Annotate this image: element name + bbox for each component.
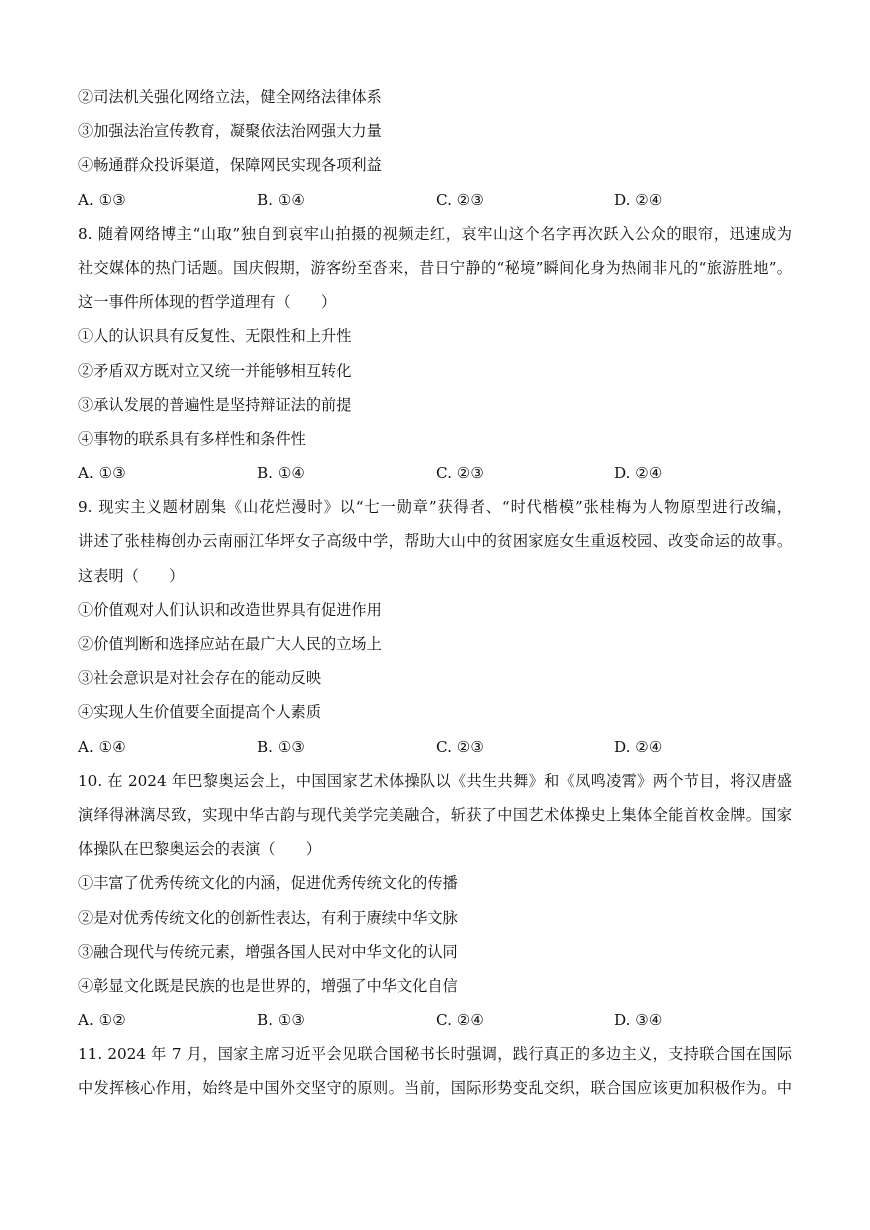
option-b: B. ①③: [257, 1011, 306, 1030]
answer-options: [78, 456, 792, 490]
option-b: B. ①④: [257, 464, 306, 483]
question-stem: 这表明（ ）: [78, 566, 185, 585]
answer-options: [78, 1003, 792, 1037]
option-d: D. ②④: [614, 190, 663, 209]
statement-3: ③融合现代与传统元素，增强各国人民对中华文化的认同: [78, 942, 458, 961]
statement-1: ①丰富了优秀传统文化的内涵，促进优秀传统文化的传播: [78, 874, 458, 893]
statement-3: ③社会意识是对社会存在的能动反映: [78, 669, 321, 688]
answer-options: [78, 730, 792, 764]
statement-2: ②司法机关强化网络立法，健全网络法律体系: [78, 88, 382, 106]
statement-4: ④实现人生价值要全面提高个人素质: [78, 703, 321, 722]
statement-1: ①价值观对人们认识和改造世界具有促进作用: [78, 600, 382, 619]
answer-options: [78, 183, 792, 217]
question-stem: 10. 在 2024 年巴黎奥运会上，中国国家艺术体操队以《共生共舞》和《凤鸣凌霄》两个节目，将汉唐盛: [78, 771, 792, 790]
question-stem: 体操队在巴黎奥运会的表演（ ）: [78, 840, 321, 859]
statement-1: ①人的认识具有反复性、无限性和上升性: [78, 327, 352, 346]
statement-2: ②价值判断和选择应站在最广大人民的立场上: [78, 635, 382, 653]
option-a: A. ①③: [78, 190, 126, 209]
option-b: B. ①③: [257, 737, 306, 756]
option-a: A. ①④: [78, 737, 126, 756]
option-c: C. ②④: [436, 1011, 484, 1030]
statement-2: ②矛盾双方既对立又统一并能够相互转化: [78, 361, 352, 380]
question-stem: 演绎得淋漓尽致，实现中华古韵与现代美学完美融合，斩获了中国艺术体操史上集体全能首枚金牌。国家: [78, 805, 792, 824]
statement-2: ②是对优秀传统文化的创新性表达，有利于赓续中华文脉: [78, 908, 458, 927]
question-stem: 11. 2024 年 7 月，国家主席习近平会见联合国秘书长时强调，践行真正的多边主义，支持联合国在国际: [78, 1045, 792, 1064]
option-c: C. ②③: [436, 190, 484, 209]
question-stem: 中发挥核心作用，始终是中国外交坚守的原则。当前，国际形势变乱交织，联合国应该更加积极作为。中: [78, 1079, 792, 1098]
option-d: D. ③④: [614, 1011, 663, 1030]
option-d: D. ②④: [614, 737, 663, 756]
option-c: C. ②③: [436, 737, 484, 756]
statement-3: ③加强法治宣传教育，凝聚依法治网强大力量: [78, 122, 382, 141]
question-stem: 8. 随着网络博主“山取”独自到哀牢山拍摄的视频走红，哀牢山这个名字再次跃入公众的眼帘，迅速成为: [78, 224, 792, 243]
option-a: A. ①③: [78, 464, 126, 483]
statement-4: ④彰显文化既是民族的也是世界的，增强了中华文化自信: [78, 976, 458, 995]
question-stem: 这一事件所体现的哲学道理有（ ）: [78, 293, 337, 312]
statement-4: ④畅通群众投诉渠道，保障网民实现各项利益: [78, 156, 382, 175]
option-a: A. ①②: [78, 1011, 126, 1030]
document-page: [78, 80, 792, 1106]
question-stem: 讲述了张桂梅创办云南丽江华坪女子高级中学，帮助大山中的贫困家庭女生重返校园、改变命运的故事。: [78, 532, 792, 551]
option-d: D. ②④: [614, 464, 663, 483]
statement-3: ③承认发展的普遍性是坚持辩证法的前提: [78, 395, 352, 414]
option-c: C. ②③: [436, 464, 484, 483]
option-b: B. ①④: [257, 190, 306, 209]
question-stem: 9. 现实主义题材剧集《山花烂漫时》以“七一勋章”获得者、“时代楷模”张桂梅为人物原型进行改编，: [78, 498, 792, 517]
question-stem: 社交媒体的热门话题。国庆假期，游客纷至沓来，昔日宁静的“秘境”瞬间化身为热闹非凡的“旅游胜地”。: [78, 258, 792, 277]
statement-4: ④事物的联系具有多样性和条件性: [78, 429, 306, 448]
